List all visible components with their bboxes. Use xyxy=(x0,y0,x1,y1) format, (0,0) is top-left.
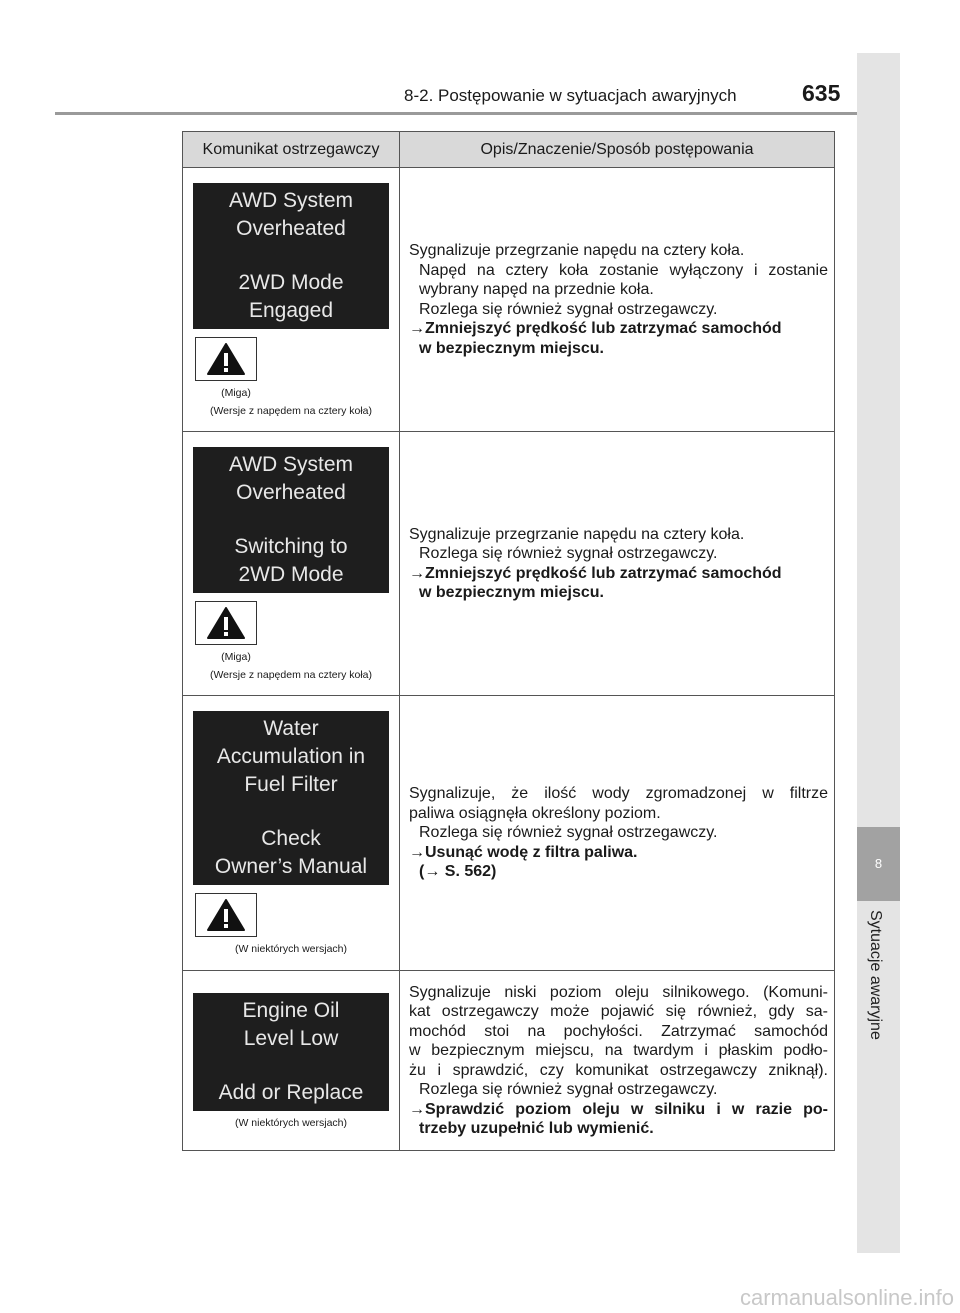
description-cell xyxy=(400,971,835,1151)
description-line xyxy=(409,564,828,584)
description-line xyxy=(409,339,828,359)
description-text: Rozlega się również sygnał ostrzegawczy. xyxy=(419,824,718,842)
chapter-tab: 8 xyxy=(857,827,900,901)
screen-gap xyxy=(193,243,389,269)
description-line xyxy=(409,280,828,300)
arrow-icon: → xyxy=(409,843,425,861)
watermark: carmanualsonline.info xyxy=(740,1285,955,1310)
arrow-icon: → xyxy=(409,564,425,582)
description-text: Sygnalizuje niski poziom oleju silnikowego. (Komuni- xyxy=(409,983,828,1001)
message-cell xyxy=(183,432,400,696)
description-text: (→ S. 562) xyxy=(419,863,497,881)
description-line xyxy=(409,784,828,804)
screen-line: Water xyxy=(263,717,319,740)
variant-note: (W niektórych wersjach) xyxy=(234,1116,348,1129)
variant-note: (Wersje z napędem na cztery koła) xyxy=(209,668,373,681)
table-row xyxy=(183,432,835,696)
description-text: Zmniejszyć prędkość lub zatrzymać samochód xyxy=(425,564,782,582)
description-cell xyxy=(400,168,835,432)
description-text: w bezpiecznym miejscu, na twardym i płaskim podło- xyxy=(409,1042,828,1059)
table-row xyxy=(183,696,835,971)
description-line xyxy=(409,525,828,545)
description-cell xyxy=(400,696,835,971)
arrow-icon: → xyxy=(409,320,425,337)
description-line xyxy=(409,1100,828,1120)
description-text: Rozlega się również sygnał ostrzegawczy. xyxy=(419,545,718,562)
screen-line: AWD System xyxy=(228,188,354,212)
message-cell xyxy=(183,696,400,971)
description-text: Sygnalizuje przegrzanie napędu na cztery koła. xyxy=(409,525,745,543)
screen-gap xyxy=(193,507,389,533)
description-line xyxy=(409,583,828,603)
screen-line: Accumulation in xyxy=(216,745,366,768)
header-description: Opis/Znaczenie/Sposób postępowania xyxy=(400,132,835,168)
description-line xyxy=(409,804,828,824)
table-row xyxy=(183,971,835,1151)
section-title: 8-2. Postępowanie w sytuacjach awaryjnych xyxy=(404,86,737,105)
header-divider xyxy=(55,112,900,115)
blink-note: (Miga) xyxy=(221,650,251,663)
description-text: paliwa osiągnęła określony poziom. xyxy=(409,804,661,822)
description-line xyxy=(409,300,828,320)
description-text: Usunąć wodę z filtra paliwa. xyxy=(425,843,638,861)
display-screen xyxy=(193,993,389,1111)
screen-gap xyxy=(193,1053,389,1079)
header-message: Komunikat ostrzegawczy xyxy=(183,132,400,168)
screen-line: 2WD Mode xyxy=(238,562,344,586)
warning-messages-table xyxy=(182,131,835,1151)
description-line xyxy=(409,1002,828,1022)
warning-triangle-icon xyxy=(195,601,257,645)
screen-line: 2WD Mode xyxy=(238,270,344,294)
description-text: trzeby uzupełnić lub wymienić. xyxy=(419,1120,654,1137)
description-line xyxy=(409,544,828,564)
message-cell xyxy=(183,168,400,432)
description-line xyxy=(409,319,828,339)
description-text: w bezpiecznym miejscu. xyxy=(419,339,604,357)
description-line xyxy=(409,241,828,261)
display-screen xyxy=(193,711,389,885)
page-number: 635 xyxy=(802,80,841,106)
description-line xyxy=(409,823,828,843)
screen-line: Engine Oil xyxy=(242,998,340,1022)
screen-line: Add or Replace xyxy=(218,1080,364,1104)
side-thumb-bar xyxy=(857,53,900,1253)
description-line xyxy=(409,983,828,1003)
description-text: Sygnalizuje, że ilość wody zgromadzonej w filtrze xyxy=(409,785,828,803)
description-line xyxy=(409,261,828,281)
screen-line: AWD System xyxy=(228,452,354,476)
warning-triangle-icon xyxy=(195,337,257,381)
description-text: Zmniejszyć prędkość lub zatrzymać samochód xyxy=(425,320,782,337)
screen-gap xyxy=(193,799,389,825)
description-text: wybrany napęd na przednie koła. xyxy=(419,281,654,298)
screen-line: Overheated xyxy=(236,480,346,504)
description-text: mochód stoi na pochyłości. Zatrzymać samochód xyxy=(409,1022,828,1040)
screen-line: Overheated xyxy=(236,216,346,240)
description-text: Sygnalizuje przegrzanie napędu na cztery koła. xyxy=(409,242,745,259)
variant-note: (W niektórych wersjach) xyxy=(234,943,348,955)
warning-triangle-icon xyxy=(195,893,257,937)
arrow-icon: → xyxy=(409,1100,425,1118)
description-text: Sprawdzić poziom oleju w silniku i w razie po- xyxy=(425,1100,828,1118)
description-text: Napęd na cztery koła zostanie wyłączony i zostanie xyxy=(419,261,828,279)
screen-line: Engaged xyxy=(248,298,334,322)
description-text: Rozlega się również sygnał ostrzegawczy. xyxy=(419,1081,718,1098)
description-line xyxy=(409,1041,828,1061)
description-cell xyxy=(400,432,835,696)
description-line xyxy=(409,843,828,863)
description-line xyxy=(409,1022,828,1042)
table-row xyxy=(183,168,835,432)
screen-line: Check xyxy=(261,827,321,850)
description-line xyxy=(409,1061,828,1081)
screen-line: Fuel Filter xyxy=(244,773,338,796)
description-line xyxy=(409,1119,828,1139)
description-line xyxy=(409,862,828,882)
variant-note: (Wersje z napędem na cztery koła) xyxy=(209,404,373,417)
blink-note: (Miga) xyxy=(221,386,251,399)
description-text: kat ostrzegawczy może pojawić się również, gdy sa- xyxy=(409,1003,828,1020)
description-line xyxy=(409,1080,828,1100)
message-cell xyxy=(183,971,400,1151)
display-screen xyxy=(193,183,389,329)
screen-line: Owner’s Manual xyxy=(214,855,368,878)
chapter-label: Sytuacje awaryjne xyxy=(867,910,884,1040)
screen-line: Level Low xyxy=(243,1026,339,1050)
description-text: w bezpiecznym miejscu. xyxy=(419,584,604,601)
display-screen xyxy=(193,447,389,593)
screen-line: Switching to xyxy=(234,534,348,558)
description-text: żu i sprawdzić, czy komunikat ostrzegawczy zniknął). xyxy=(409,1061,828,1079)
description-text: Rozlega się również sygnał ostrzegawczy. xyxy=(419,300,718,318)
